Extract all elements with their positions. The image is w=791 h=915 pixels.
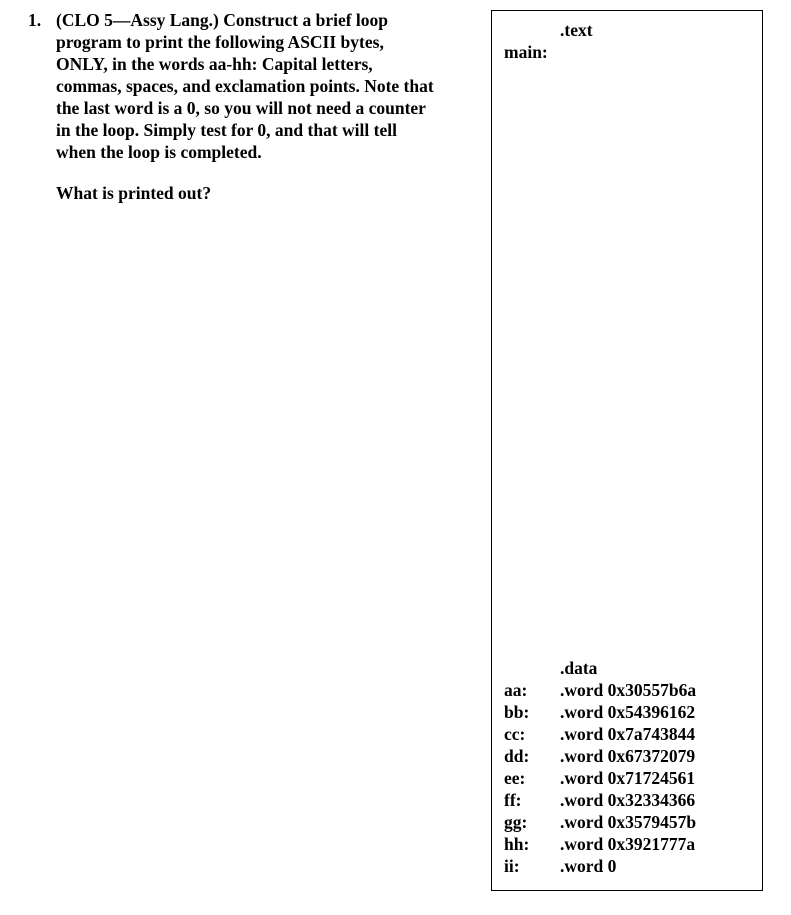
data-value: .word 0x54396162 [560,702,696,722]
question-line: commas, spaces, and exclamation points. Note that [56,76,434,96]
data-row-aa [504,679,696,701]
question-line: in the loop. Simply test for 0, and that will tell [56,120,397,140]
data-label: gg: [504,812,528,832]
data-row-gg [504,811,696,833]
data-value: .word 0x30557b6a [560,680,697,700]
data-row-bb [504,701,696,723]
data-value: .word 0x67372079 [560,746,696,766]
text-directive: .text [560,20,593,40]
data-row-cc [504,723,696,745]
data-row-dd [504,745,696,767]
data-row-hh [504,833,696,855]
data-value: .word 0x32334366 [560,790,696,810]
question-text [56,9,478,163]
question-line: when the loop is completed. [56,142,262,162]
data-value: .word 0x3921777a [560,834,696,854]
question-line: the last word is a 0, so you will not need a counter [56,98,426,118]
data-directive: .data [560,658,598,678]
data-label: dd: [504,746,530,766]
data-row-ee [504,767,696,789]
data-label: ii: [504,856,520,876]
data-label: cc: [504,724,526,744]
answer-box [491,10,763,891]
question-prompt: What is printed out? [56,183,212,203]
question-line: program to print the following ASCII bytes, [56,32,384,52]
data-value: .word 0 [560,856,617,876]
question-block [28,9,478,204]
data-label: aa: [504,680,528,700]
data-section [504,657,696,877]
question-number: 1. [28,10,42,30]
data-value: .word 0x7a743844 [560,724,696,744]
data-label: bb: [504,702,530,722]
main-label: main: [504,42,548,62]
data-row-ii [504,855,696,877]
data-row-ff [504,789,696,811]
data-value: .word 0x71724561 [560,768,696,788]
data-label: ee: [504,768,526,788]
question-line: (CLO 5—Assy Lang.) Construct a brief loop [56,10,389,30]
question-line: ONLY, in the words aa-hh: Capital letters, [56,54,373,74]
data-label: ff: [504,790,522,810]
data-label: hh: [504,834,530,854]
data-value: .word 0x3579457b [560,812,697,832]
